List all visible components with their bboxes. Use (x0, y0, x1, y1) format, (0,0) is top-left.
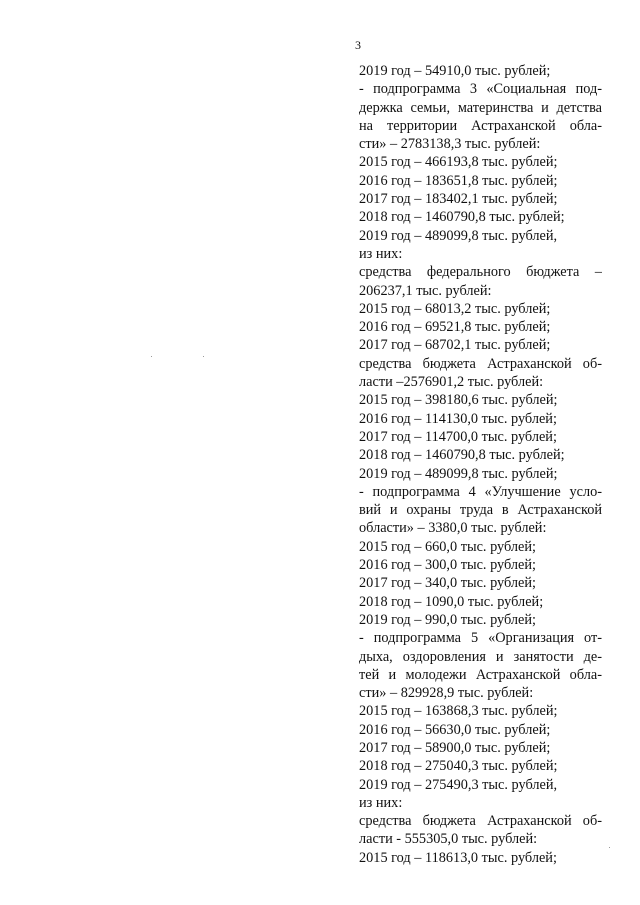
text-line: - подпрограмма 5 «Организация от- (359, 630, 602, 647)
text-line: 2018 год – 275040,3 тыс. рублей; (359, 758, 558, 775)
document-text-column (359, 62, 602, 867)
text-line: 2019 год – 990,0 тыс. рублей; (359, 611, 537, 628)
text-line: ласти - 555305,0 тыс. рублей: (359, 831, 538, 848)
text-line: 2016 год – 56630,0 тыс. рублей; (359, 721, 551, 738)
text-line: 2016 год – 183651,8 тыс. рублей; (359, 172, 558, 189)
text-line: 206237,1 тыс. рублей: (359, 282, 492, 299)
page-number: 3 (355, 38, 361, 52)
text-line: 2018 год – 1460790,8 тыс. рублей; (359, 209, 565, 226)
text-line: - подпрограмма 3 «Социальная под- (359, 81, 602, 98)
text-line: держка семьи, материнства и детства (359, 99, 602, 116)
text-line: 2015 год – 68013,2 тыс. рублей; (359, 300, 551, 317)
scan-speck (151, 356, 152, 357)
scan-speck (609, 847, 610, 848)
text-line: вий и охраны труда в Астраханской (359, 502, 602, 519)
text-line: 2018 год – 1460790,8 тыс. рублей; (359, 447, 565, 464)
scan-speck (203, 356, 204, 357)
text-line: сти» – 829928,9 тыс. рублей: (359, 685, 534, 702)
text-line: 2019 год – 275490,3 тыс. рублей, (359, 776, 558, 793)
text-line: средства федерального бюджета – (359, 264, 602, 281)
text-line: 2018 год – 1090,0 тыс. рублей; (359, 593, 544, 610)
text-line: 2019 год – 54910,0 тыс. рублей; (359, 63, 551, 79)
text-line: 2019 год – 489099,8 тыс. рублей, (359, 227, 558, 244)
text-line: 2017 год – 68702,1 тыс. рублей; (359, 337, 551, 354)
text-line: 2016 год – 114130,0 тыс. рублей; (359, 410, 557, 427)
text-line: 2017 год – 114700,0 тыс. рублей; (359, 428, 557, 445)
text-line: 2015 год – 398180,6 тыс. рублей; (359, 392, 558, 409)
text-line: из них: (359, 794, 403, 811)
text-line: средства бюджета Астраханской об- (359, 355, 602, 372)
text-line: - подпрограмма 4 «Улучшение усло- (359, 483, 602, 500)
text-line: области» – 3380,0 тыс. рублей: (359, 520, 547, 537)
text-line: 2017 год – 183402,1 тыс. рублей; (359, 191, 558, 208)
text-line: средства бюджета Астраханской об- (359, 813, 602, 830)
text-line: 2015 год – 163868,3 тыс. рублей; (359, 703, 558, 720)
text-line: 2016 год – 69521,8 тыс. рублей; (359, 319, 551, 336)
text-line: сти» – 2783138,3 тыс. рублей: (359, 136, 541, 153)
text-line: ласти –2576901,2 тыс. рублей: (359, 374, 544, 391)
text-line: 2015 год – 118613,0 тыс. рублей; (359, 849, 557, 866)
text-line: 2017 год – 340,0 тыс. рублей; (359, 575, 537, 592)
text-line: 2015 год – 660,0 тыс. рублей; (359, 538, 537, 555)
text-line: 2017 год – 58900,0 тыс. рублей; (359, 739, 551, 756)
text-line: на территории Астраханской обла- (359, 117, 602, 134)
text-line: 2015 год – 466193,8 тыс. рублей; (359, 154, 558, 171)
text-line: 2019 год – 489099,8 тыс. рублей; (359, 465, 558, 482)
text-line: 2016 год – 300,0 тыс. рублей; (359, 557, 537, 574)
text-line: тей и молодежи Астраханской обла- (359, 666, 602, 683)
text-line: из них: (359, 245, 403, 262)
text-line: дыха, оздоровления и занятости де- (359, 648, 602, 665)
